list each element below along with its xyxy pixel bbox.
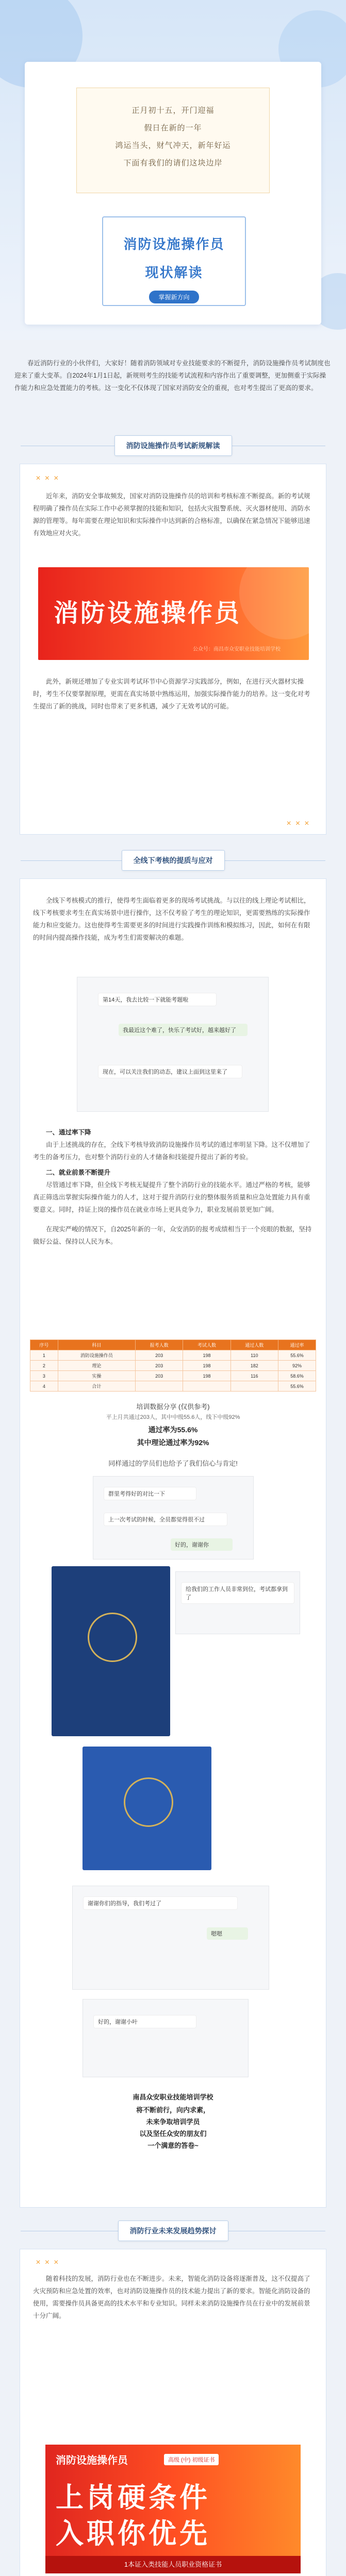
- paragraph: 此外，新规还增加了专业实训考试环节中心资源学习实践部分，例如，在进行灭火器材实操时，考生不仅要掌握原理，更需在真实场景中熟练运用，加强实际操作能力的培养。这一变化对考生提出了新的挑战，同时也带来了更多机遇，减少了无效考试的可能。: [33, 678, 310, 710]
- table-cell: 实操: [58, 1371, 135, 1381]
- table-cell: 198: [183, 1371, 230, 1381]
- table-cell: 203: [135, 1361, 183, 1371]
- badge-title: 消防设施操作员: [123, 236, 225, 252]
- hero-section: [0, 0, 346, 340]
- table-cell: 55.6%: [278, 1350, 316, 1361]
- chat-bubble: 第14天，我去比较一下就能考题啦: [98, 993, 217, 1006]
- motto-line: 一个满意的答卷~: [147, 2142, 199, 2149]
- chat-bubble: 嗯嗯: [207, 1927, 248, 1940]
- chat-screenshot: [175, 1571, 300, 1634]
- poem-line: 正月初十五，开门迎福: [131, 106, 215, 115]
- table-cell: 58.6%: [278, 1371, 316, 1381]
- section-header: [0, 2221, 346, 2241]
- paragraph: 随着科技的发展，消防行业也在不断进步。未来，智能化消防设备将逐渐普及，这不仅提高了火灾预防和应急处置的效率，也对消防设施操作员的技术能力提出了新的要求。智能化消防设备的使用，需要操作员具备更高的技术水平和专业知识。同样未来消防设施操作员在行业中的发展前景十分广阔。: [33, 2275, 310, 2319]
- poem-box: [76, 88, 270, 193]
- section-card: [20, 464, 326, 835]
- banner-title: 消防设施操作员: [54, 600, 242, 627]
- section-label: 一、通过率下降: [46, 1129, 91, 1136]
- table-row: [30, 1371, 316, 1381]
- ad-headline: 入职你优先: [56, 2518, 210, 2549]
- table-cell: 55.6%: [278, 1381, 316, 1392]
- chat-bubble: 好的，谢谢你: [171, 1538, 233, 1551]
- paragraph: 尽管通过率下降，但全线下考核无疑提升了整个消防行业的技能水平。通过严格的考核，能够真正筛选出掌握实际操作能力的人才，这对于提升消防行业的整体服务质量和应急处置能力具有重要意义。同时，持证上岗的操作员在就业市场上更具竞争力，职业发展前景更加广阔。: [33, 1181, 310, 1213]
- chat-bubble: 谢谢你们的指导，我们考过了: [83, 1896, 238, 1910]
- table-row: [30, 1381, 316, 1392]
- table-cell: 110: [230, 1350, 278, 1361]
- chat-bubble: 上一次考试的时候，全员都觉得很不过: [104, 1513, 227, 1526]
- paragraph: 近年来，消防安全事故频发，国家对消防设施操作员的培训和考核标准不断提高。新的考试规程明确了操作员在实际工作中必须掌握的技能和知识，包括火灾报警系统、灭火器材使用、消防水源的管理等。每年需要在理论知识和实际操作中达到新的合格标准，以确保在紧急情况下能够迅速有效地应对火灾。: [33, 493, 310, 537]
- table-cell: 203: [135, 1371, 183, 1381]
- ad-top-title: 消防设施操作员: [56, 2455, 128, 2466]
- title-badge: [102, 216, 246, 306]
- chat-bubble: 好的，谢谢小叶: [93, 2015, 196, 2028]
- table-cell: 116: [230, 1371, 278, 1381]
- paragraph: 全线下考核模式的推行，使得考生面临着更多的现场考试挑战。与以往的线上理论考试相比，线下考核要求考生在真实场景中进行操作，这不仅考验了考生的理论知识，更需要熟练的实际操作能力和应变能力。这也使得考生需要更多的时间进行实践操作训练和模拟练习，因此，如何在有限的时间内提高操作技能，成为考生们需要解决的难题。: [33, 897, 310, 941]
- intro-paragraph: 春近消防行业的小伙伴们，大家好！随着消防领域对专业技能要求的不断提升，消防设施操作员考试制度也迎来了重大变革。自2024年1月1日起，新规则考生的技能考试流程和内容作出了重要调整，更加侧重于实际操作能力和应急处置能力的考核。这一变化不仅体现了国家对消防安全的重视，也对考生提出了更高的要求。: [14, 359, 331, 392]
- banner-image: [38, 567, 309, 660]
- circle-decoration: [239, 567, 309, 639]
- section-title: 消防行业未来发展趋势探讨: [118, 2221, 228, 2241]
- ad-tag: 高级 (中) 初级证书: [164, 2454, 219, 2465]
- stats-table: [30, 1340, 316, 1392]
- section-header: [0, 850, 346, 871]
- table-header: 通过率: [278, 1340, 316, 1350]
- table-cell: 182: [230, 1361, 278, 1371]
- table-cell: 198: [183, 1361, 230, 1371]
- table-row: [30, 1350, 316, 1361]
- chat-screenshot: [93, 1476, 254, 1560]
- stats-detail: 平上月共通过203人，其中中级55.6人，线下中级92%: [106, 1414, 240, 1420]
- table-cell: [183, 1381, 230, 1392]
- dots-icon: ✕ ✕ ✕: [36, 2259, 60, 2266]
- emblem-icon: [88, 1613, 137, 1662]
- section-title: 消防设施操作员考试新规解读: [114, 435, 232, 456]
- ad-headline: 上岗硬条件: [56, 2482, 210, 2513]
- certificate-image: [83, 1747, 211, 1870]
- section-label: 二、就业前景不断提升: [46, 1169, 111, 1176]
- section-title: 全线下考核的提质与应对: [122, 850, 225, 871]
- chat-bubble: 群里考得好的对比一下: [104, 1487, 196, 1500]
- emblem-icon: [124, 1777, 173, 1827]
- table-cell: 合计: [58, 1381, 135, 1392]
- hero-card: [25, 62, 321, 325]
- chat-bubble: 我最近这个难了，快乐了考试好，越来越好了: [119, 1024, 248, 1036]
- table-cell: [230, 1381, 278, 1392]
- table-header: 考试人数: [183, 1340, 230, 1350]
- table-header-row: [30, 1340, 316, 1350]
- dots-icon: ✕ ✕ ✕: [286, 820, 310, 827]
- table-cell: 3: [30, 1371, 58, 1381]
- certificate-image: [52, 1566, 170, 1736]
- table-cell: 消防设施操作员: [58, 1350, 135, 1361]
- theory-pass-rate: 其中理论通过率为92%: [137, 1438, 209, 1447]
- chat-screenshot: [83, 1999, 249, 2077]
- school-name: 南昌众安职业技能培训学校: [133, 2093, 213, 2101]
- table-header: 序号: [30, 1340, 58, 1350]
- table-row: [30, 1361, 316, 1371]
- table-cell: 92%: [278, 1361, 316, 1371]
- stats-caption: 培训数据分享 (仅供参考): [136, 1403, 210, 1411]
- chat-bubble: 现在，可以关注我们的动态，建议上面到这里来了: [98, 1065, 242, 1078]
- table-cell: 198: [183, 1350, 230, 1361]
- badge-pill: 掌握新方向: [149, 291, 199, 303]
- poem-line: 假日在新的一年: [144, 123, 202, 132]
- table-cell: 2: [30, 1361, 58, 1371]
- poem-line: 鸿运当头，财气冲天，新年好运: [115, 141, 231, 150]
- watermark: 公众号：南昌市众安职业技能培训学校: [193, 647, 281, 652]
- chat-screenshot: [77, 977, 269, 1112]
- badge-subtitle: 现状解读: [145, 265, 203, 280]
- table-cell: 203: [135, 1350, 183, 1361]
- poem-line: 下面有我们的请们这块边岸: [123, 158, 223, 167]
- proof-heading: 同样通过的学员们也给予了我们信心与肯定!: [108, 1460, 238, 1467]
- chat-bubble: 给我们的工作人员非常到位，考试都拿到了: [181, 1582, 294, 1604]
- table-header: 通过人数: [230, 1340, 278, 1350]
- motto-line: 以及坚任众安的朋友们: [139, 2130, 207, 2138]
- table-cell: 1: [30, 1350, 58, 1361]
- motto-line: 未来争取培训学员: [146, 2118, 200, 2126]
- chat-screenshot: [72, 1886, 269, 1990]
- table-header: 科目: [58, 1340, 135, 1350]
- table-cell: 4: [30, 1381, 58, 1392]
- section-header: [0, 435, 346, 456]
- ad-footer: 1本证入类技能人员职业资格证书: [45, 2556, 301, 2573]
- paragraph: 由于上述挑战的存在，全线下考核导致消防设施操作员考试的通过率明显下降。这不仅增加了考生的备考压力，也对整个消防行业的人才储备和技能提升提出了新的考验。: [33, 1141, 310, 1161]
- paragraph: 在现实严峻的情况下，自2025年新的一年，众安消防的报考成绩相当于一个亮眼的数据，坚持做好公益、保持以人民为本。: [33, 1226, 312, 1245]
- table-cell: [135, 1381, 183, 1392]
- motto-line: 将不断前行，向内求素，: [136, 2106, 210, 2114]
- dots-icon: ✕ ✕ ✕: [36, 474, 60, 482]
- pass-rate: 通过率为55.6%: [148, 1426, 198, 1434]
- ad-banner: [45, 2445, 301, 2573]
- table-header: 报考人数: [135, 1340, 183, 1350]
- table-cell: 理论: [58, 1361, 135, 1371]
